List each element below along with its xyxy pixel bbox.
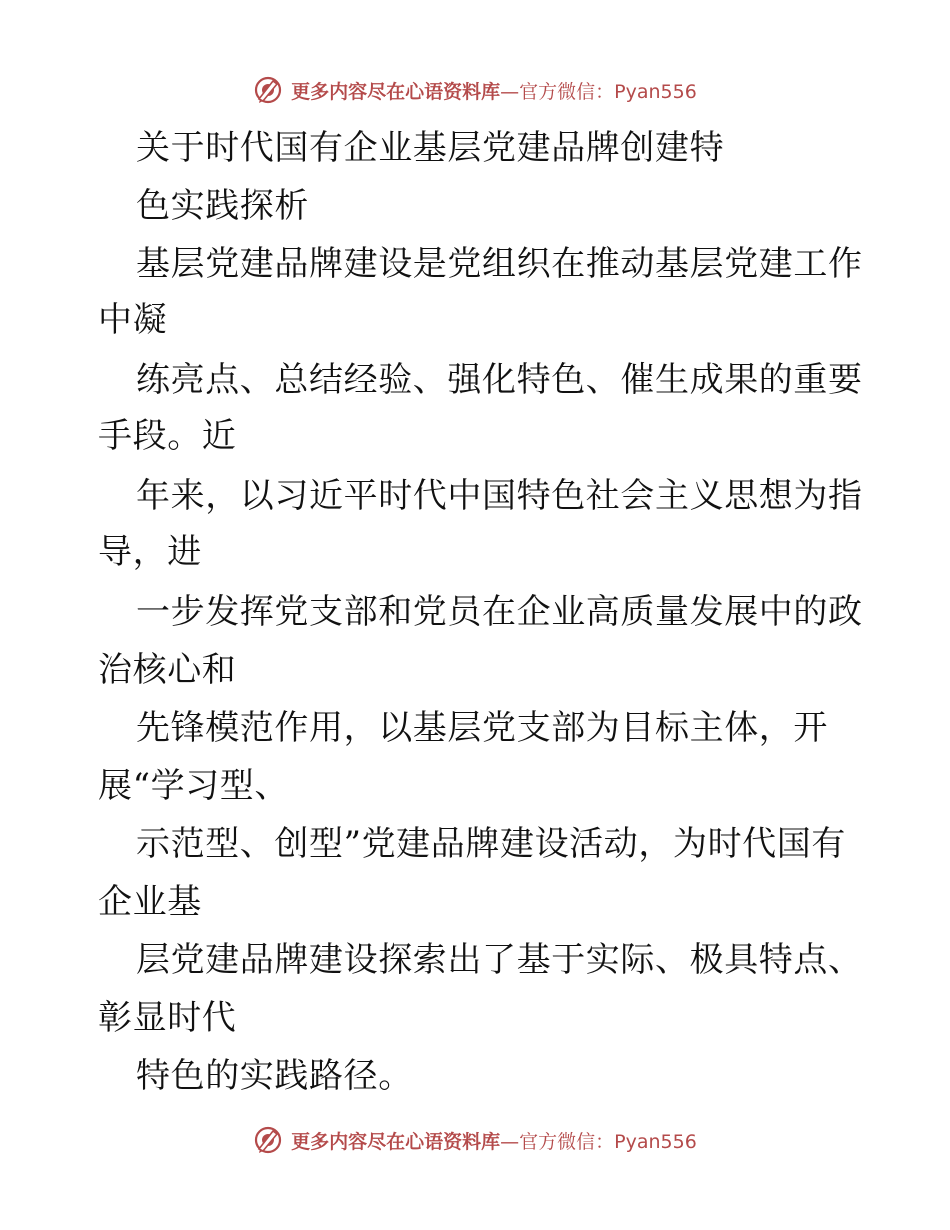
document-text-line: 示范型、创型”党建品牌建设活动，为时代国有 xyxy=(136,824,846,864)
document-text-line: 层党建品牌建设探索出了基于实际、极具特点、 xyxy=(136,940,863,980)
document-text-line: 一步发挥党支部和党员在企业高质量发展中的政 xyxy=(136,592,863,632)
footer-banner xyxy=(0,1120,950,1160)
document-title-line-2: 色实践探析 xyxy=(136,186,309,226)
pen-logo-icon xyxy=(253,1125,283,1155)
document-text-line: 中凝 xyxy=(98,300,168,340)
header-promo-text: 更多内容尽在心语资料库 xyxy=(291,80,501,103)
footer-promo-text: 更多内容尽在心语资料库 xyxy=(291,1130,501,1153)
footer-wechat-text: —官方微信：Pyan556 xyxy=(500,1130,697,1153)
header-banner xyxy=(0,70,950,110)
document-text-line: 基层党建品牌建设是党组织在推动基层党建工作 xyxy=(136,244,863,284)
document-text-line: 治核心和 xyxy=(98,650,237,690)
document-text-line: 年来，以习近平时代中国特色社会主义思想为指 xyxy=(136,476,863,516)
document-text-line: 先锋模范作用，以基层党支部为目标主体，开 xyxy=(136,708,828,748)
header-wechat-text: —官方微信：Pyan556 xyxy=(500,80,697,103)
document-title-line-1: 关于时代国有企业基层党建品牌创建特 xyxy=(136,128,725,168)
document-text-line: 导，进 xyxy=(98,532,202,572)
document-text-line: 练亮点、总结经验、强化特色、催生成果的重要 xyxy=(136,360,863,400)
document-text-line: 彰显时代 xyxy=(98,998,237,1038)
document-text-line: 企业基 xyxy=(98,882,202,922)
document-text-line: 手段。近 xyxy=(98,416,237,456)
pen-logo-icon xyxy=(253,75,283,105)
document-text-line: 特色的实践路径。 xyxy=(136,1056,413,1096)
document-text-line: 展“学习型、 xyxy=(98,766,289,806)
